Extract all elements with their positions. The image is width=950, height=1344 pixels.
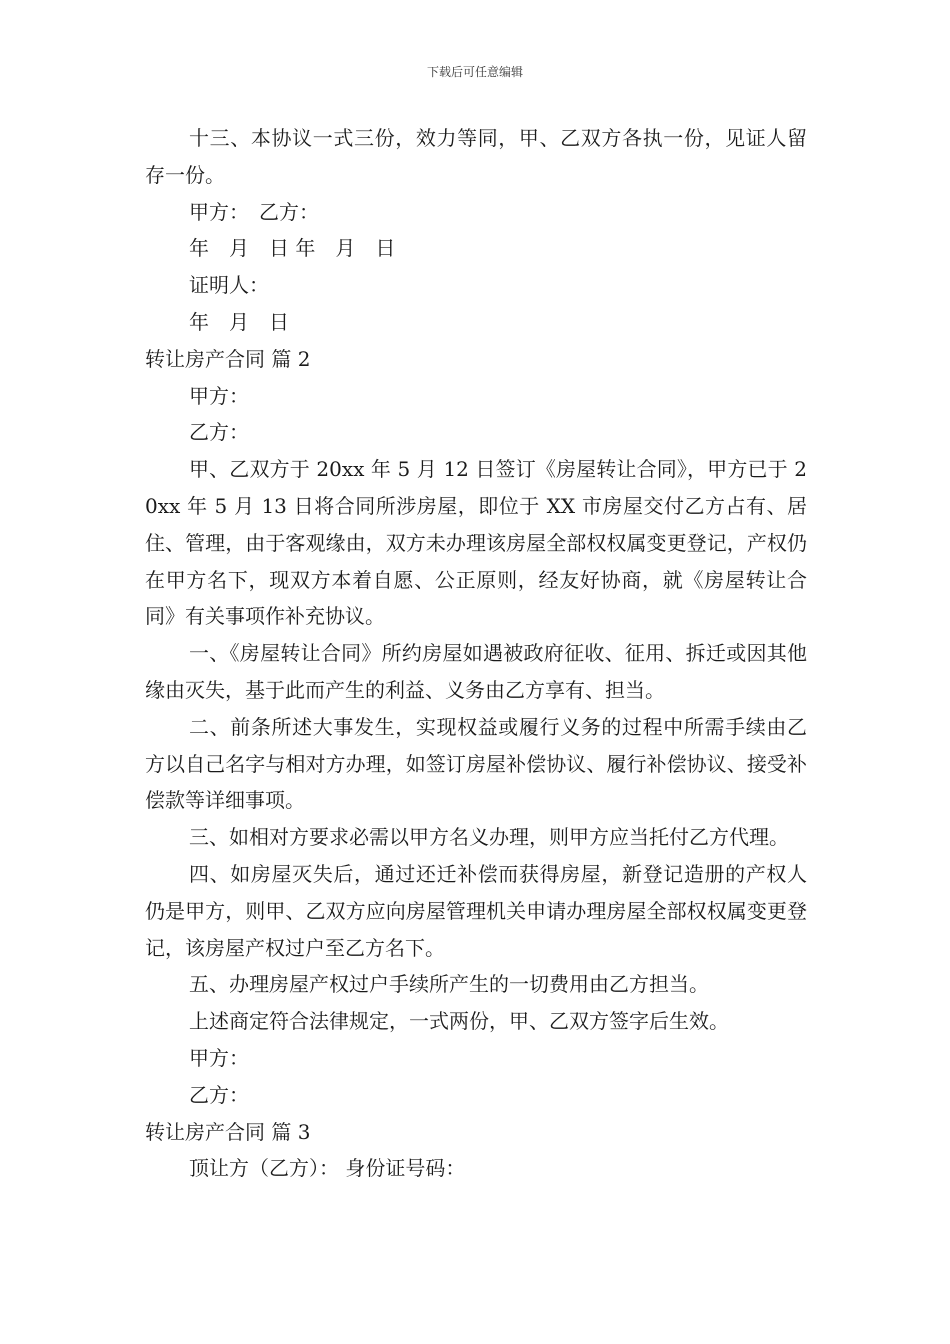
paragraph-clause-2: 二、前条所述大事发生，实现权益或履行义务的过程中所需手续由乙方以自己名字与相对方办理，如签订房屋补偿协议、履行补偿协议、接受补偿款等详细事项。 bbox=[145, 714, 807, 813]
document-body bbox=[145, 120, 807, 1187]
witness-date-line: 年 月 日 bbox=[189, 309, 289, 334]
party-b-signature-line: 乙方： bbox=[189, 1082, 249, 1107]
witness-line: 证明人： bbox=[189, 273, 269, 298]
signature-parties-line: 甲方： 乙方： bbox=[189, 199, 319, 224]
page-header: 下载后可任意编辑 bbox=[426, 65, 523, 79]
paragraph-clause-3: 三、如相对方要求必需以甲方名义办理，则甲方应当托付乙方代理。 bbox=[189, 825, 789, 850]
paragraph-clause-1: 一、《房屋转让合同》所约房屋如遇被政府征收、征用、拆迁或因其他缘由灭失，基于此而产生的利益、义务由乙方享有、担当。 bbox=[145, 641, 807, 702]
section-heading-3: 转让房产合同 篇 3 bbox=[145, 1119, 311, 1144]
date-line: 年 月 日 年 月 日 bbox=[189, 236, 396, 261]
paragraph-closing: 上述商定符合法律规定，一式两份，甲、乙双方签字后生效。 bbox=[189, 1009, 729, 1034]
paragraph-clause-5: 五、办理房屋产权过户手续所产生的一切费用由乙方担当。 bbox=[189, 972, 709, 997]
party-a-line: 甲方： bbox=[189, 383, 249, 408]
section-heading-2: 转让房产合同 篇 2 bbox=[145, 346, 311, 371]
party-b-line: 乙方： bbox=[189, 420, 249, 445]
paragraph-preamble: 甲、乙双方于 20xx 年 5 月 12 日签订《房屋转让合同》，甲方已于 20xx 年 5 月 13 日将合同所涉房屋，即位于 XX 市房屋交付乙方占有、居住、管理，由于客观缘由，双方未办理该房屋全部权权属变更登记，产权仍在甲方名下，现双方本着自愿、公正原则，经友好协商，就《房屋转让合同》有关事项作补充协议。 bbox=[145, 457, 807, 629]
party-a-signature-line: 甲方： bbox=[189, 1045, 249, 1070]
paragraph-clause-4: 四、如房屋灭失后，通过还迁补偿而获得房屋，新登记造册的产权人仍是甲方，则甲、乙双方应向房屋管理机关申请办理房屋全部权权属变更登记，该房屋产权过户至乙方名下。 bbox=[145, 861, 807, 960]
transferor-line: 顶让方（乙方）： 身份证号码： bbox=[189, 1156, 466, 1181]
paragraph-clause-13: 十三、本协议一式三份，效力等同，甲、乙双方各执一份，见证人留存一份。 bbox=[145, 126, 807, 187]
